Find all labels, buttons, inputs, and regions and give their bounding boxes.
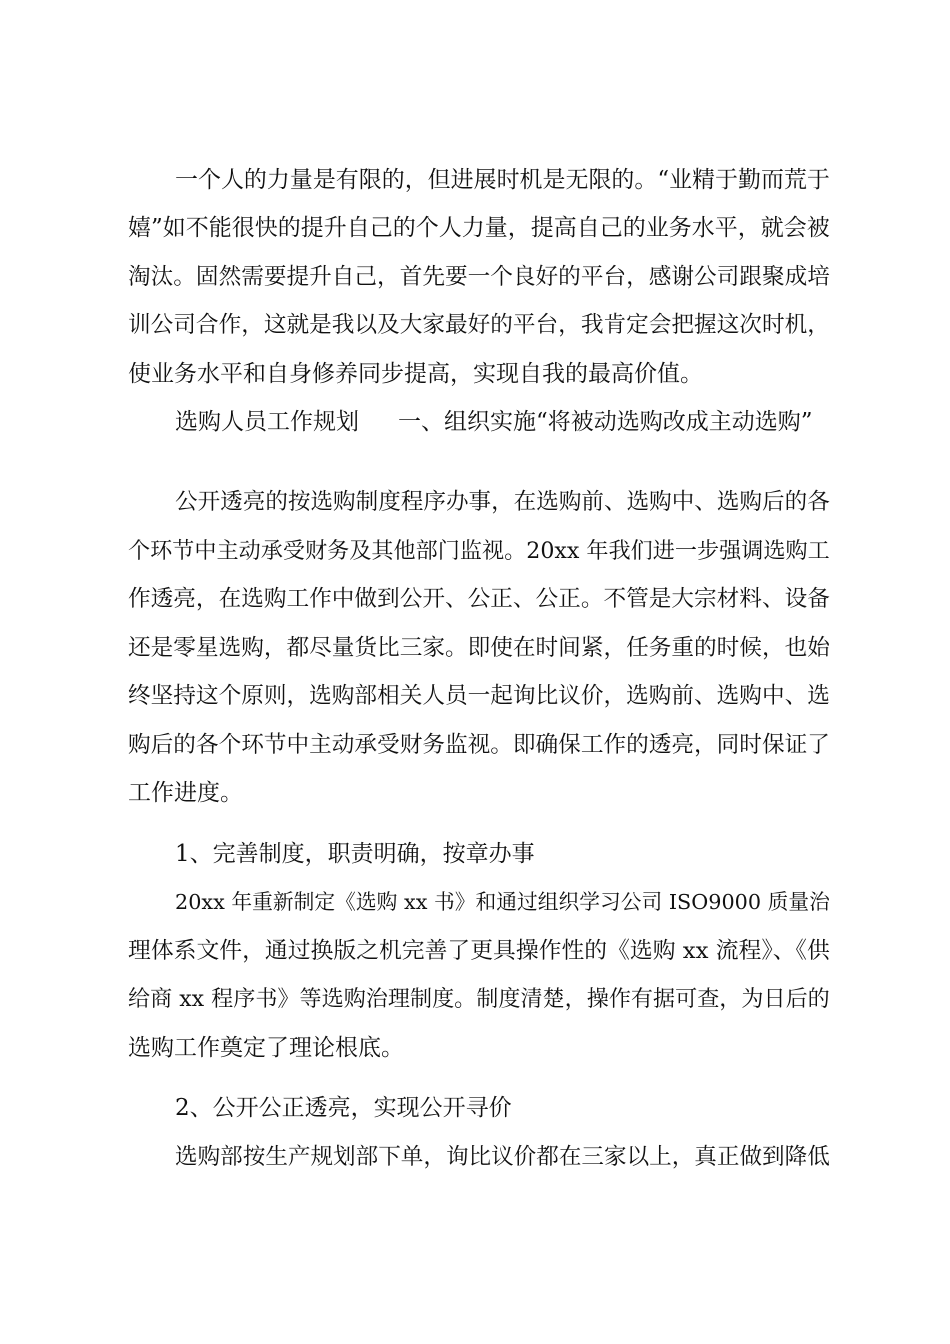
text-line: 还是零星选购，都尽量货比三家。即使在时间紧，任务重的时候，也始 <box>128 635 830 661</box>
paragraph-1-line-2 <box>0 208 950 248</box>
text-line: 一个人的力量是有限的，但进展时机是无限的。“业精于勤而荒于 <box>175 167 830 193</box>
section-heading <box>0 402 950 442</box>
paragraph-1-line-1 <box>0 160 950 200</box>
paragraph-3-line-1 <box>0 882 950 922</box>
text-line: 给商 xx 程序书》等选购治理制度。制度清楚，操作有据可查，为日后的 <box>128 986 830 1012</box>
heading-subtitle: 一、组织实施“将被动选购改成主动选购” <box>398 409 813 435</box>
text-line: 购后的各个环节中主动承受财务监视。即确保工作的透亮，同时保证了 <box>128 732 830 758</box>
text-line: 嬉”如不能很快的提升自己的个人力量，提高自己的业务水平，就会被 <box>128 215 830 241</box>
text-line: 20xx 年重新制定《选购 xx 书》和通过组织学习公司 ISO9000 质量治 <box>175 890 830 914</box>
paragraph-1-line-4 <box>0 305 950 345</box>
paragraph-2-line-2 <box>0 531 950 571</box>
text-line: 使业务水平和自身修养同步提高，实现自我的最高价值。 <box>128 361 703 387</box>
paragraph-1-line-3 <box>0 257 950 297</box>
paragraph-3-line-2 <box>0 931 950 971</box>
text-line: 终坚持这个原则，选购部相关人员一起询比议价，选购前、选购中、选 <box>128 683 830 709</box>
text-line: 1、完善制度，职责明确，按章办事 <box>175 841 535 867</box>
paragraph-2-line-3 <box>0 579 950 619</box>
text-line: 2、公开公正透亮，实现公开寻价 <box>175 1095 512 1121</box>
text-line: 理体系文件，通过换版之机完善了更具操作性的《选购 xx 流程》、《供 <box>128 938 830 964</box>
paragraph-2-line-1 <box>0 482 950 522</box>
text-line: 工作进度。 <box>128 780 243 806</box>
text-line: 公开透亮的按选购制度程序办事，在选购前、选购中、选购后的各 <box>175 489 830 515</box>
text-line: 个环节中主动承受财务及其他部门监视。20xx 年我们进一步强调选购工 <box>128 538 830 564</box>
paragraph-4-line-1 <box>0 1137 950 1177</box>
text-line: 作透亮，在选购工作中做到公开、公正、公正。不管是大宗材料、设备 <box>128 586 830 612</box>
text-line: 选购工作奠定了理论根底。 <box>128 1035 404 1061</box>
paragraph-2-line-7 <box>0 773 950 813</box>
paragraph-3-line-4 <box>0 1028 950 1068</box>
paragraph-1-line-5 <box>0 354 950 394</box>
heading-title: 选购人员工作规划 <box>175 409 359 435</box>
text-line: 选购部按生产规划部下单，询比议价都在三家以上，真正做到降低 <box>175 1144 830 1170</box>
item-1-heading <box>0 834 950 874</box>
paragraph-3-line-3 <box>0 979 950 1019</box>
text-line: 淘汰。固然需要提升自己，首先要一个良好的平台，感谢公司跟聚成培 <box>128 264 830 290</box>
paragraph-2-line-4 <box>0 628 950 668</box>
paragraph-2-line-6 <box>0 725 950 765</box>
text-line: 训公司合作，这就是我以及大家最好的平台，我肯定会把握这次时机， <box>128 312 830 338</box>
item-2-heading <box>0 1088 950 1128</box>
paragraph-2-line-5 <box>0 676 950 716</box>
